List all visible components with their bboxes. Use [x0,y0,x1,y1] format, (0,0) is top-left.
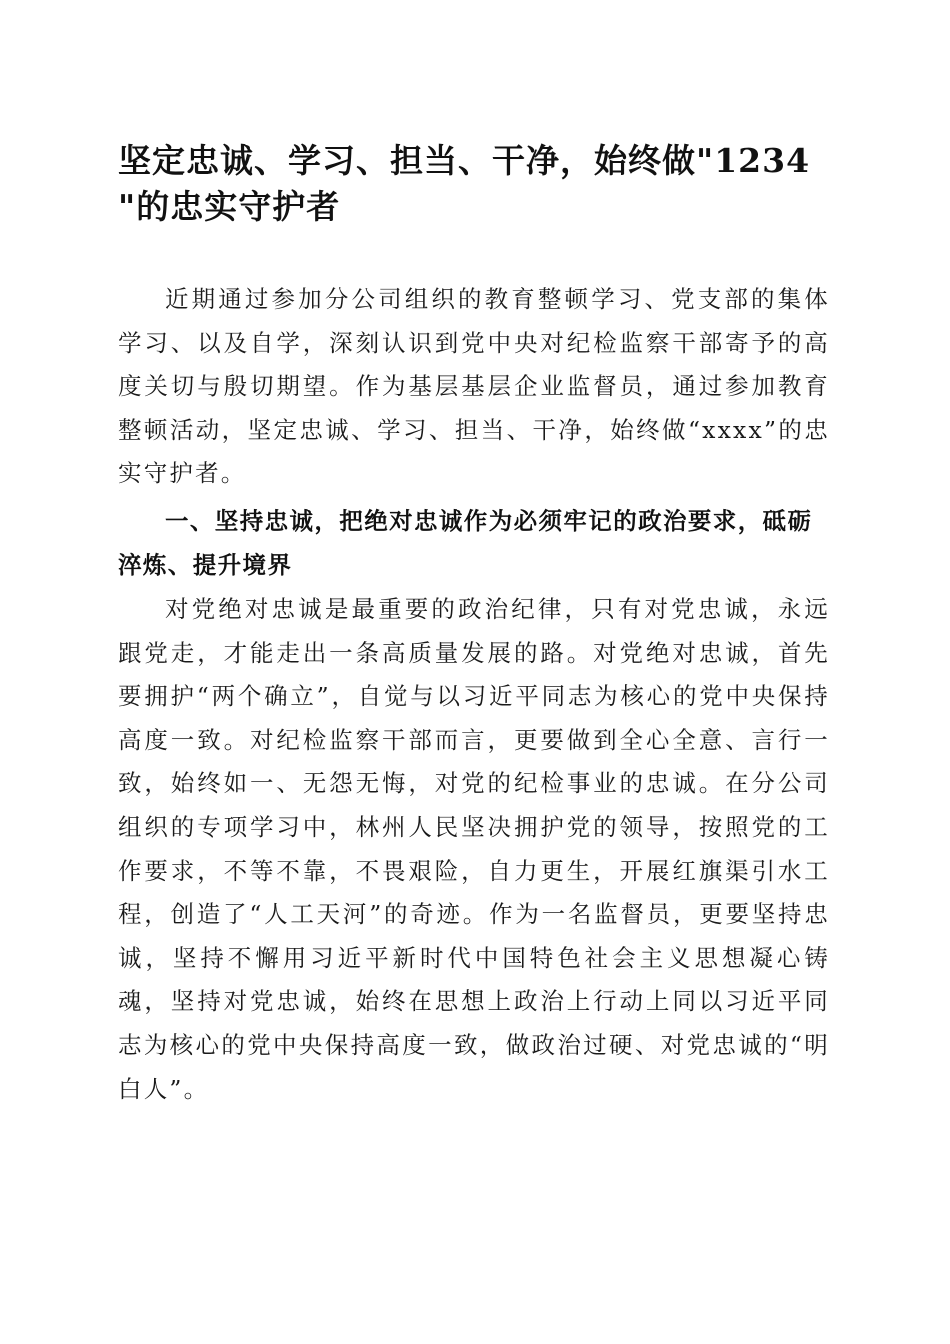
section-1-paragraph: 对党绝对忠诚是最重要的政治纪律，只有对党忠诚，永远跟党走，才能走出一条高质量发展的路。对党绝对忠诚，首先要拥护“两个确立”，自觉与以习近平同志为核心的党中央保持高度一致。对纪检监察干部而言，更要做到全心全意、言行一致，始终如一、无怨无悔，对党的纪检事业的忠诚。在分公司组织的专项学习中，林州人民坚决拥护党的领导，按照党的工作要求，不等不靠，不畏艰险，自力更生，开展红旗渠引水工程，创造了“人工天河”的奇迹。作为一名监督员，更要坚持忠诚，坚持不懈用习近平新时代中国特色社会主义思想凝心铸魂，坚持对党忠诚，始终在思想上政治上行动上同以习近平同志为核心的党中央保持高度一致，做政治过硬、对党忠诚的“明白人”。 [118,595,830,1103]
document-title: 坚定忠诚、学习、担当、干净，始终做"1234 "的忠实守护者 [118,141,811,226]
intro-paragraph: 近期通过参加分公司组织的教育整顿学习、党支部的集体学习、以及自学，深刻认识到党中央对纪检监察干部寄予的高度关切与殷切期望。作为基层基层企业监督员，通过参加教育整顿活动，坚定忠诚、学习、担当、干净，始终做“xxxx”的忠实守护者。 [118,285,830,488]
section-1-heading: 一、坚持忠诚，把绝对忠诚作为必须牢记的政治要求，砥砺淬炼、提升境界 [118,507,813,579]
